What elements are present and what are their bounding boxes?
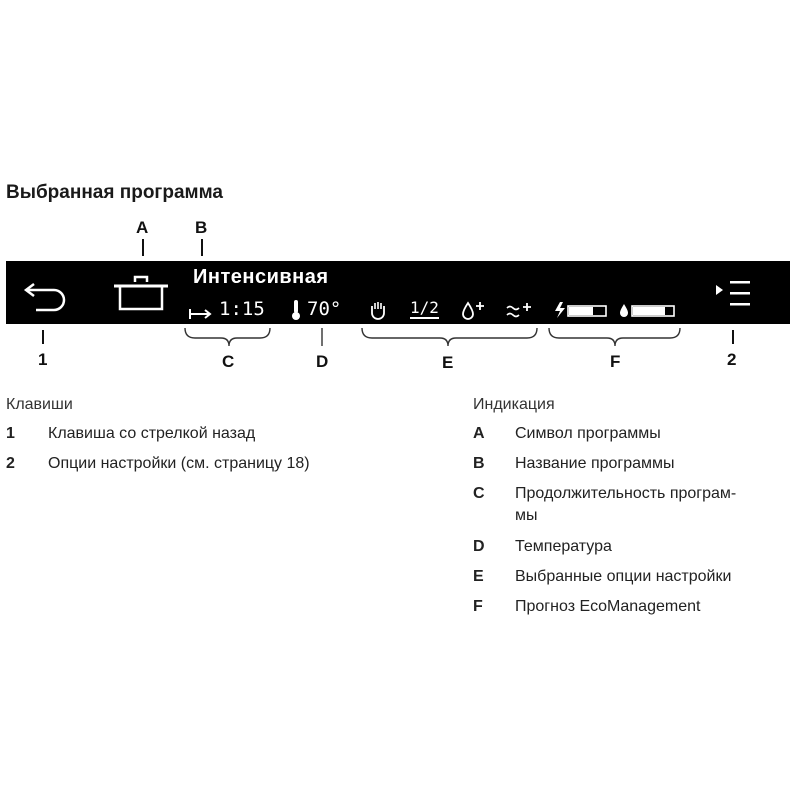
callout-b: B — [195, 218, 208, 237]
legend-text: Название программы — [515, 455, 675, 472]
legend-text: Клавиша со стрелкой назад — [48, 425, 256, 442]
hygiene-plus-icon — [460, 300, 486, 320]
program-duration: 1:15 — [219, 298, 265, 320]
options-menu-icon — [710, 276, 760, 312]
callout-a: A — [136, 218, 149, 237]
back-arrow-icon — [22, 276, 70, 312]
legend-text: Температура — [515, 538, 612, 555]
callout-2-leader — [732, 330, 734, 344]
legend-text: Прогноз EcoManagement — [515, 598, 701, 615]
legend-key: E — [473, 568, 484, 585]
extra-dry-plus-icon — [505, 300, 535, 320]
legend-text: Опции настройки (см. страницу 18) — [48, 455, 310, 472]
section-title: Выбранная программа — [6, 182, 223, 203]
legend-key: D — [473, 538, 485, 555]
callout-brackets — [0, 326, 800, 348]
callout-c: C — [222, 352, 235, 371]
callout-a-leader — [142, 239, 144, 256]
indication-legend-heading: Индикация — [473, 396, 555, 413]
callout-d: D — [316, 352, 329, 371]
keys-legend-heading: Клавиши — [6, 396, 73, 413]
legend-text: Выбранные опции настройки — [515, 568, 732, 585]
legend-text: Продолжительность програм- — [515, 485, 737, 502]
callout-f: F — [610, 352, 621, 371]
legend-key: 2 — [6, 455, 15, 472]
legend-key: B — [473, 455, 485, 472]
temperature-value: 70° — [307, 298, 342, 320]
callout-1: 1 — [38, 350, 48, 369]
legend-text-continued: мы — [515, 507, 538, 524]
duration-icon — [188, 307, 214, 319]
half-load-option: 1/2 — [410, 298, 439, 317]
legend-key: C — [473, 485, 485, 502]
options-menu-button[interactable] — [710, 276, 760, 312]
intensive-zone-icon — [368, 300, 388, 320]
thermometer-icon — [291, 299, 301, 321]
pot-icon — [112, 273, 170, 313]
water-drop-icon — [618, 300, 678, 320]
back-arrow-button[interactable] — [22, 276, 70, 312]
legend-key: 1 — [6, 425, 15, 442]
program-symbol — [112, 273, 170, 313]
energy-forecast — [552, 300, 610, 320]
legend-text: Символ программы — [515, 425, 661, 442]
callout-b-leader — [201, 239, 203, 256]
water-forecast — [618, 300, 678, 320]
callout-2: 2 — [727, 350, 737, 369]
program-name: Интенсивная — [193, 266, 329, 288]
callout-e: E — [442, 353, 454, 372]
legend-key: A — [473, 425, 485, 442]
energy-bolt-icon — [552, 300, 610, 320]
legend-key: F — [473, 598, 483, 615]
